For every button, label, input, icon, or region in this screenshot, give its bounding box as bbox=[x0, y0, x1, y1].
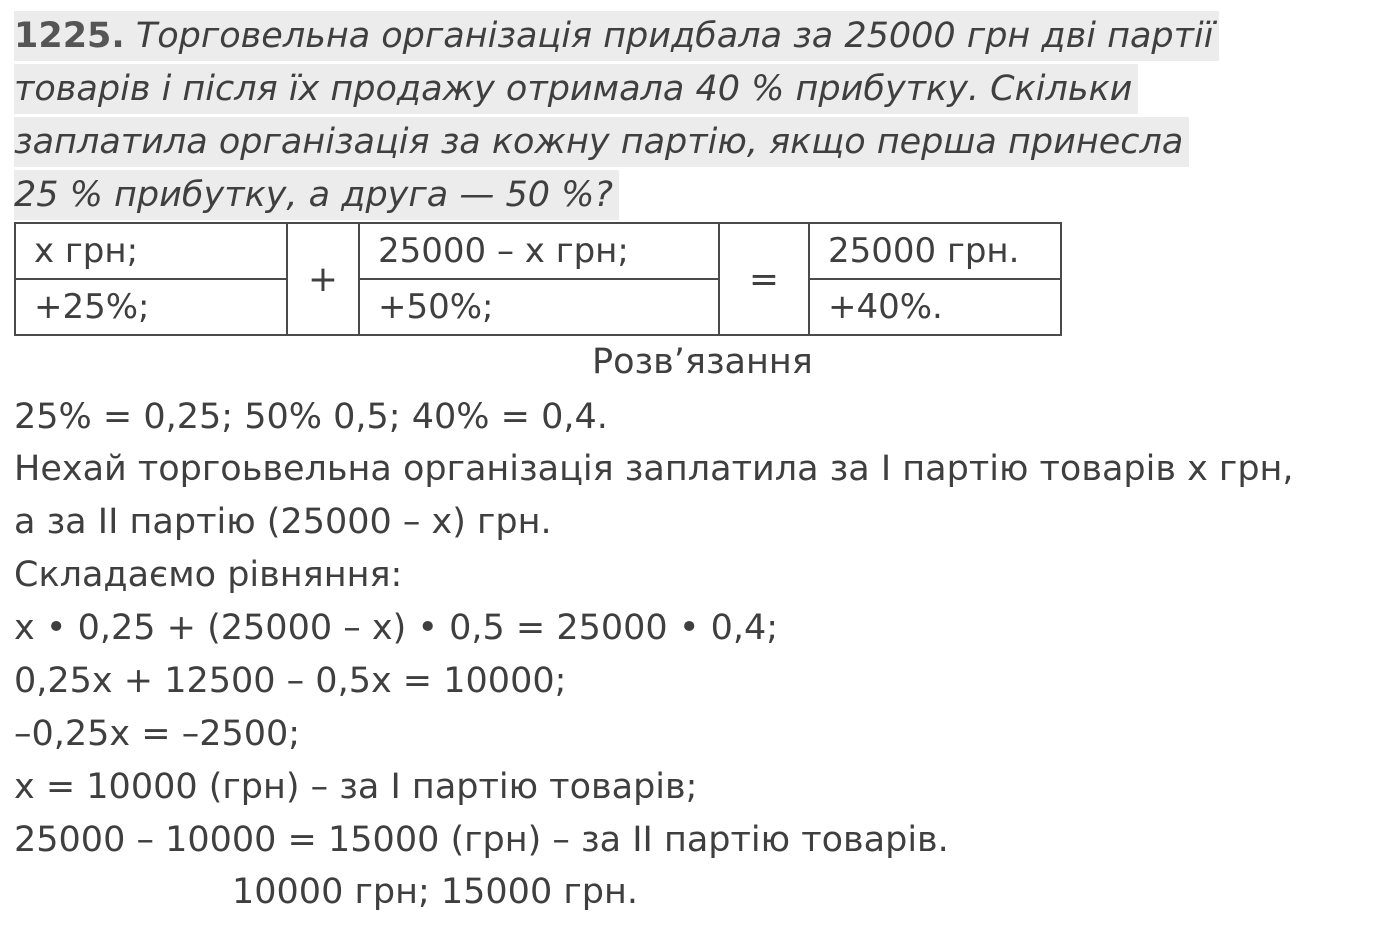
solution-line-2: Нехай торгоьвельна організація заплатила за І партію товарів х грн, bbox=[14, 449, 1294, 489]
problem-line-4 bbox=[14, 170, 619, 220]
equals-sign: = bbox=[719, 223, 809, 335]
plus-sign: + bbox=[287, 223, 359, 335]
solution-line-3: а за ІІ партію (25000 – х) грн. bbox=[14, 502, 552, 542]
solution-title: Розв’язання bbox=[592, 342, 813, 382]
table-cell: 25000 – х грн; bbox=[359, 223, 719, 279]
equation-line-3: –0,25х = –2500; bbox=[14, 714, 301, 754]
problem-line-3 bbox=[14, 117, 1189, 167]
condition-table bbox=[14, 222, 1062, 336]
problem-text-4: 25 % прибутку, а друга — 50 %? bbox=[14, 175, 613, 215]
problem-text-2: товарів і після їх продажу отримала 40 % прибутку. Скільки bbox=[14, 69, 1133, 109]
problem-text-1: Торговельна організація придбала за 25000 грн дві партії bbox=[124, 16, 1214, 56]
answer: 10000 грн; 15000 грн. bbox=[232, 872, 638, 912]
equation-line-2: 0,25х + 12500 – 0,5х = 10000; bbox=[14, 661, 567, 701]
problem-line-2 bbox=[14, 64, 1138, 114]
equation-line-5: 25000 – 10000 = 15000 (грн) – за ІІ партію товарів. bbox=[14, 820, 949, 860]
table-cell: х грн; bbox=[15, 223, 287, 279]
table-cell: +50%; bbox=[359, 279, 719, 335]
problem-text-3: заплатила організація за кожну партію, якщо перша принесла bbox=[14, 122, 1184, 162]
table-row bbox=[15, 223, 1061, 279]
table-cell: 25000 грн. bbox=[809, 223, 1061, 279]
table-cell: +40%. bbox=[809, 279, 1061, 335]
equation-line-1: х • 0,25 + (25000 – х) • 0,5 = 25000 • 0,4; bbox=[14, 608, 779, 648]
equation-line-4: х = 10000 (грн) – за І партію товарів; bbox=[14, 767, 698, 807]
problem-line-1 bbox=[14, 11, 1219, 61]
table-cell: +25%; bbox=[15, 279, 287, 335]
table-row bbox=[15, 279, 1061, 335]
solution-line-1: 25% = 0,25; 50% 0,5; 40% = 0,4. bbox=[14, 397, 608, 437]
solution-line-4: Складаємо рівняння: bbox=[14, 555, 403, 595]
problem-number: 1225. bbox=[14, 16, 125, 56]
